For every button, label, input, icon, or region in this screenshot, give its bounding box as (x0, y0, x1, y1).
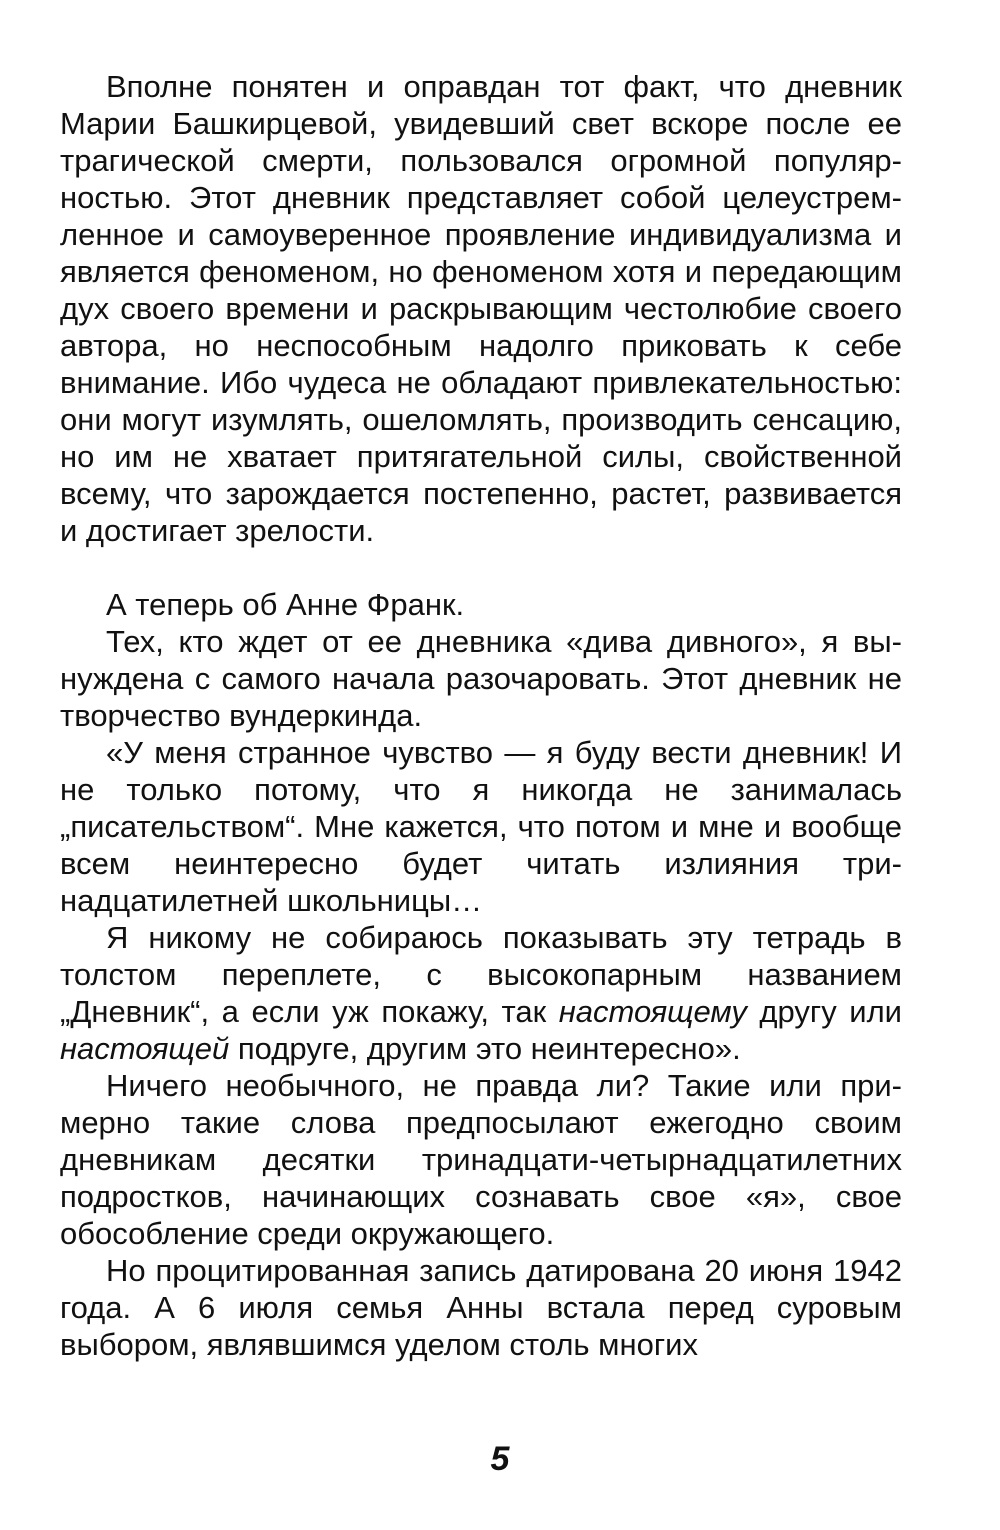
quote-text-part: Я никому не собираюсь показывать эту тетрадь в толстом переплете, с высокопарным названием „Дневник“, а если уж покажу, так (60, 920, 902, 1029)
paragraph-anne-frank-intro: А теперь об Анне Франк. (106, 587, 465, 622)
quote-text-part: подруге, другим это неинтересно». (229, 1031, 741, 1066)
paragraph-nothing-unusual: Ничего необычного, не правда ли? Такие или примерно такие слова предпосылают ежегодно своим дневникам десятки тринадцати-четырнадцатилетних подростков, начинающих сознавать свое «я», свое обособление среди окружающего. (60, 1068, 902, 1251)
paragraph-bashkirtseva: Вполне понятен и оправдан тот факт, что дневник Марии Башкирцевой, увидевший свет вскоре после ее трагической смерти, пользовался огромной популярностью. Этот дневник представляет собой целеустремленное и самоуверенное проявление индивидуализма и является феноменом, но феноменом хотя и передающим дух своего времени и раскрывающим честолюбие своего автора, но неспособным надолго приковать к себе внимание. Ибо чудеса не обладают привлекательностью: они могут изумлять, ошеломлять, производить сенсацию, но им не хватает притягательной силы, свойственной всему, что зарождается постепенно, растет, развивается и достигает зрелости. (60, 69, 902, 548)
paragraph-gap (60, 549, 902, 586)
paragraph-date-entry: Но процитированная запись датирована 20 июня 1942 года. А 6 июля семья Анны встала перед суровым выбором, являвшимся уделом столь многих (60, 1253, 902, 1362)
italic-word: настоящей (60, 1031, 230, 1066)
paragraph-disappoint: Тех, кто ждет от ее дневника «дива дивного», я вынуждена с самого начала разочаровать. Этот дневник не творчество вундеркинда. (60, 624, 902, 733)
page-text (60, 68, 902, 1363)
paragraph-quote-notebook (60, 919, 902, 1067)
quote-text-part: другу или (746, 994, 902, 1029)
page-number: 5 (490, 1440, 510, 1478)
italic-word: настоящему (558, 994, 747, 1029)
paragraph-quote-start: «У меня странное чувство — я буду вести дневник! И не только потому, что я никогда не занималась „писательством“. Мне кажется, что потом и мне и вообще всем неинтересно будет читать излияния тринадцатилетней школьницы… (60, 735, 902, 918)
